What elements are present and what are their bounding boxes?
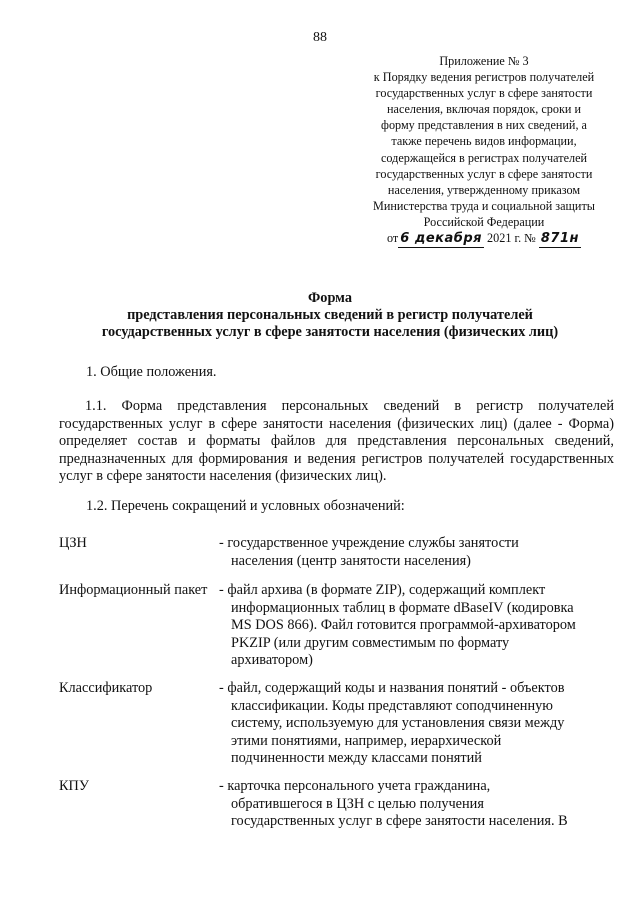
definition-line: населения (центр занятости населения) [231, 552, 471, 569]
definition-term: КПУ [59, 778, 89, 794]
date-prefix: от [387, 231, 399, 246]
appendix-line: также перечень видов информации, [391, 134, 577, 149]
title-line-3: государственных услуг в сфере занятости населения (физических лиц) [101, 324, 559, 340]
definition-line: - карточка персонального учета гражданина, [219, 778, 491, 794]
definition-text [219, 680, 619, 768]
definition-line: государственных услуг в сфере занятости населения. В [231, 813, 568, 829]
paragraph-1-1-text: 1.1. Форма представления персональных сведений в регистр получателей государственных услуг в сфере занятости населения (физических лиц) (далее - Форма) определяет состав и форматы файлов для представления персональных сведений, предназначенных для формирования и ведения регистров получателей государственных услуг в сфере занятости населения (физических лиц). [59, 398, 614, 484]
title-line-2: представления персональных сведений в регистр получателей [127, 307, 533, 323]
definition-row [59, 535, 619, 571]
appendix-line: форму представления в них сведений, а [381, 118, 587, 133]
definition-line: подчиненности между классами понятий [231, 750, 482, 766]
form-title [40, 290, 620, 341]
appendix-line: Министерства труда и социальной защиты [373, 198, 595, 213]
definition-line: информационных таблиц в формате dBaseIV (кодировка [231, 599, 574, 616]
definition-text [219, 535, 619, 570]
definition-term: Информационный пакет [59, 582, 208, 598]
date-suffix: 2021 г. № [487, 231, 536, 246]
definition-line: классификации. Коды представляют соподчиненную [231, 697, 553, 714]
appendix-line: населения, включая порядок, сроки и [387, 102, 581, 117]
definition-line: систему, используемую для установления связи между [231, 715, 565, 731]
appendix-line: Российской Федерации [423, 214, 545, 229]
definition-text [219, 778, 619, 831]
handwritten-order-number: 871н [539, 231, 581, 248]
definition-line: обратившегося в ЦЗН с целью получения [231, 795, 484, 812]
definition-line: MS DOS 866). Файл готовится программой-архиватором [231, 617, 576, 633]
definition-line: - файл архива (в формате ZIP), содержащий комплект [219, 582, 546, 598]
definition-term: Классификатор [59, 680, 153, 696]
order-date-line [352, 230, 616, 248]
definition-line: этими понятиями, например, иерархической [231, 732, 502, 749]
appendix-line: к Порядку ведения регистров получателей [373, 70, 595, 85]
appendix-block [352, 53, 616, 248]
page-number: 88 [313, 30, 327, 45]
paragraph-1-1 [59, 398, 614, 486]
title-line-1: Форма [308, 290, 352, 306]
definition-line: - государственное учреждение службы занятости [219, 535, 519, 551]
appendix-line: населения, утвержденному приказом [387, 182, 581, 197]
appendix-line: содержащейся в регистрах получателей [380, 150, 588, 165]
appendix-line: государственных услуг в сфере занятости [375, 86, 593, 101]
definition-term: ЦЗН [59, 535, 87, 551]
appendix-line: Приложение № 3 [439, 54, 529, 68]
handwritten-date: 6 декабря [398, 231, 484, 248]
definition-row [59, 778, 619, 832]
definition-line: PKZIP (или другим совместимым по формату [231, 634, 510, 651]
definition-row [59, 582, 619, 672]
definition-line: - файл, содержащий коды и названия понятий - объектов [219, 680, 565, 696]
section-general-heading: 1. Общие положения. [86, 364, 217, 380]
definition-text [219, 582, 619, 670]
definition-row [59, 680, 619, 770]
appendix-line: государственных услуг в сфере занятости [375, 166, 593, 181]
definition-line: архиватором) [231, 652, 313, 668]
section-abbreviations-heading: 1.2. Перечень сокращений и условных обозначений: [86, 498, 405, 514]
